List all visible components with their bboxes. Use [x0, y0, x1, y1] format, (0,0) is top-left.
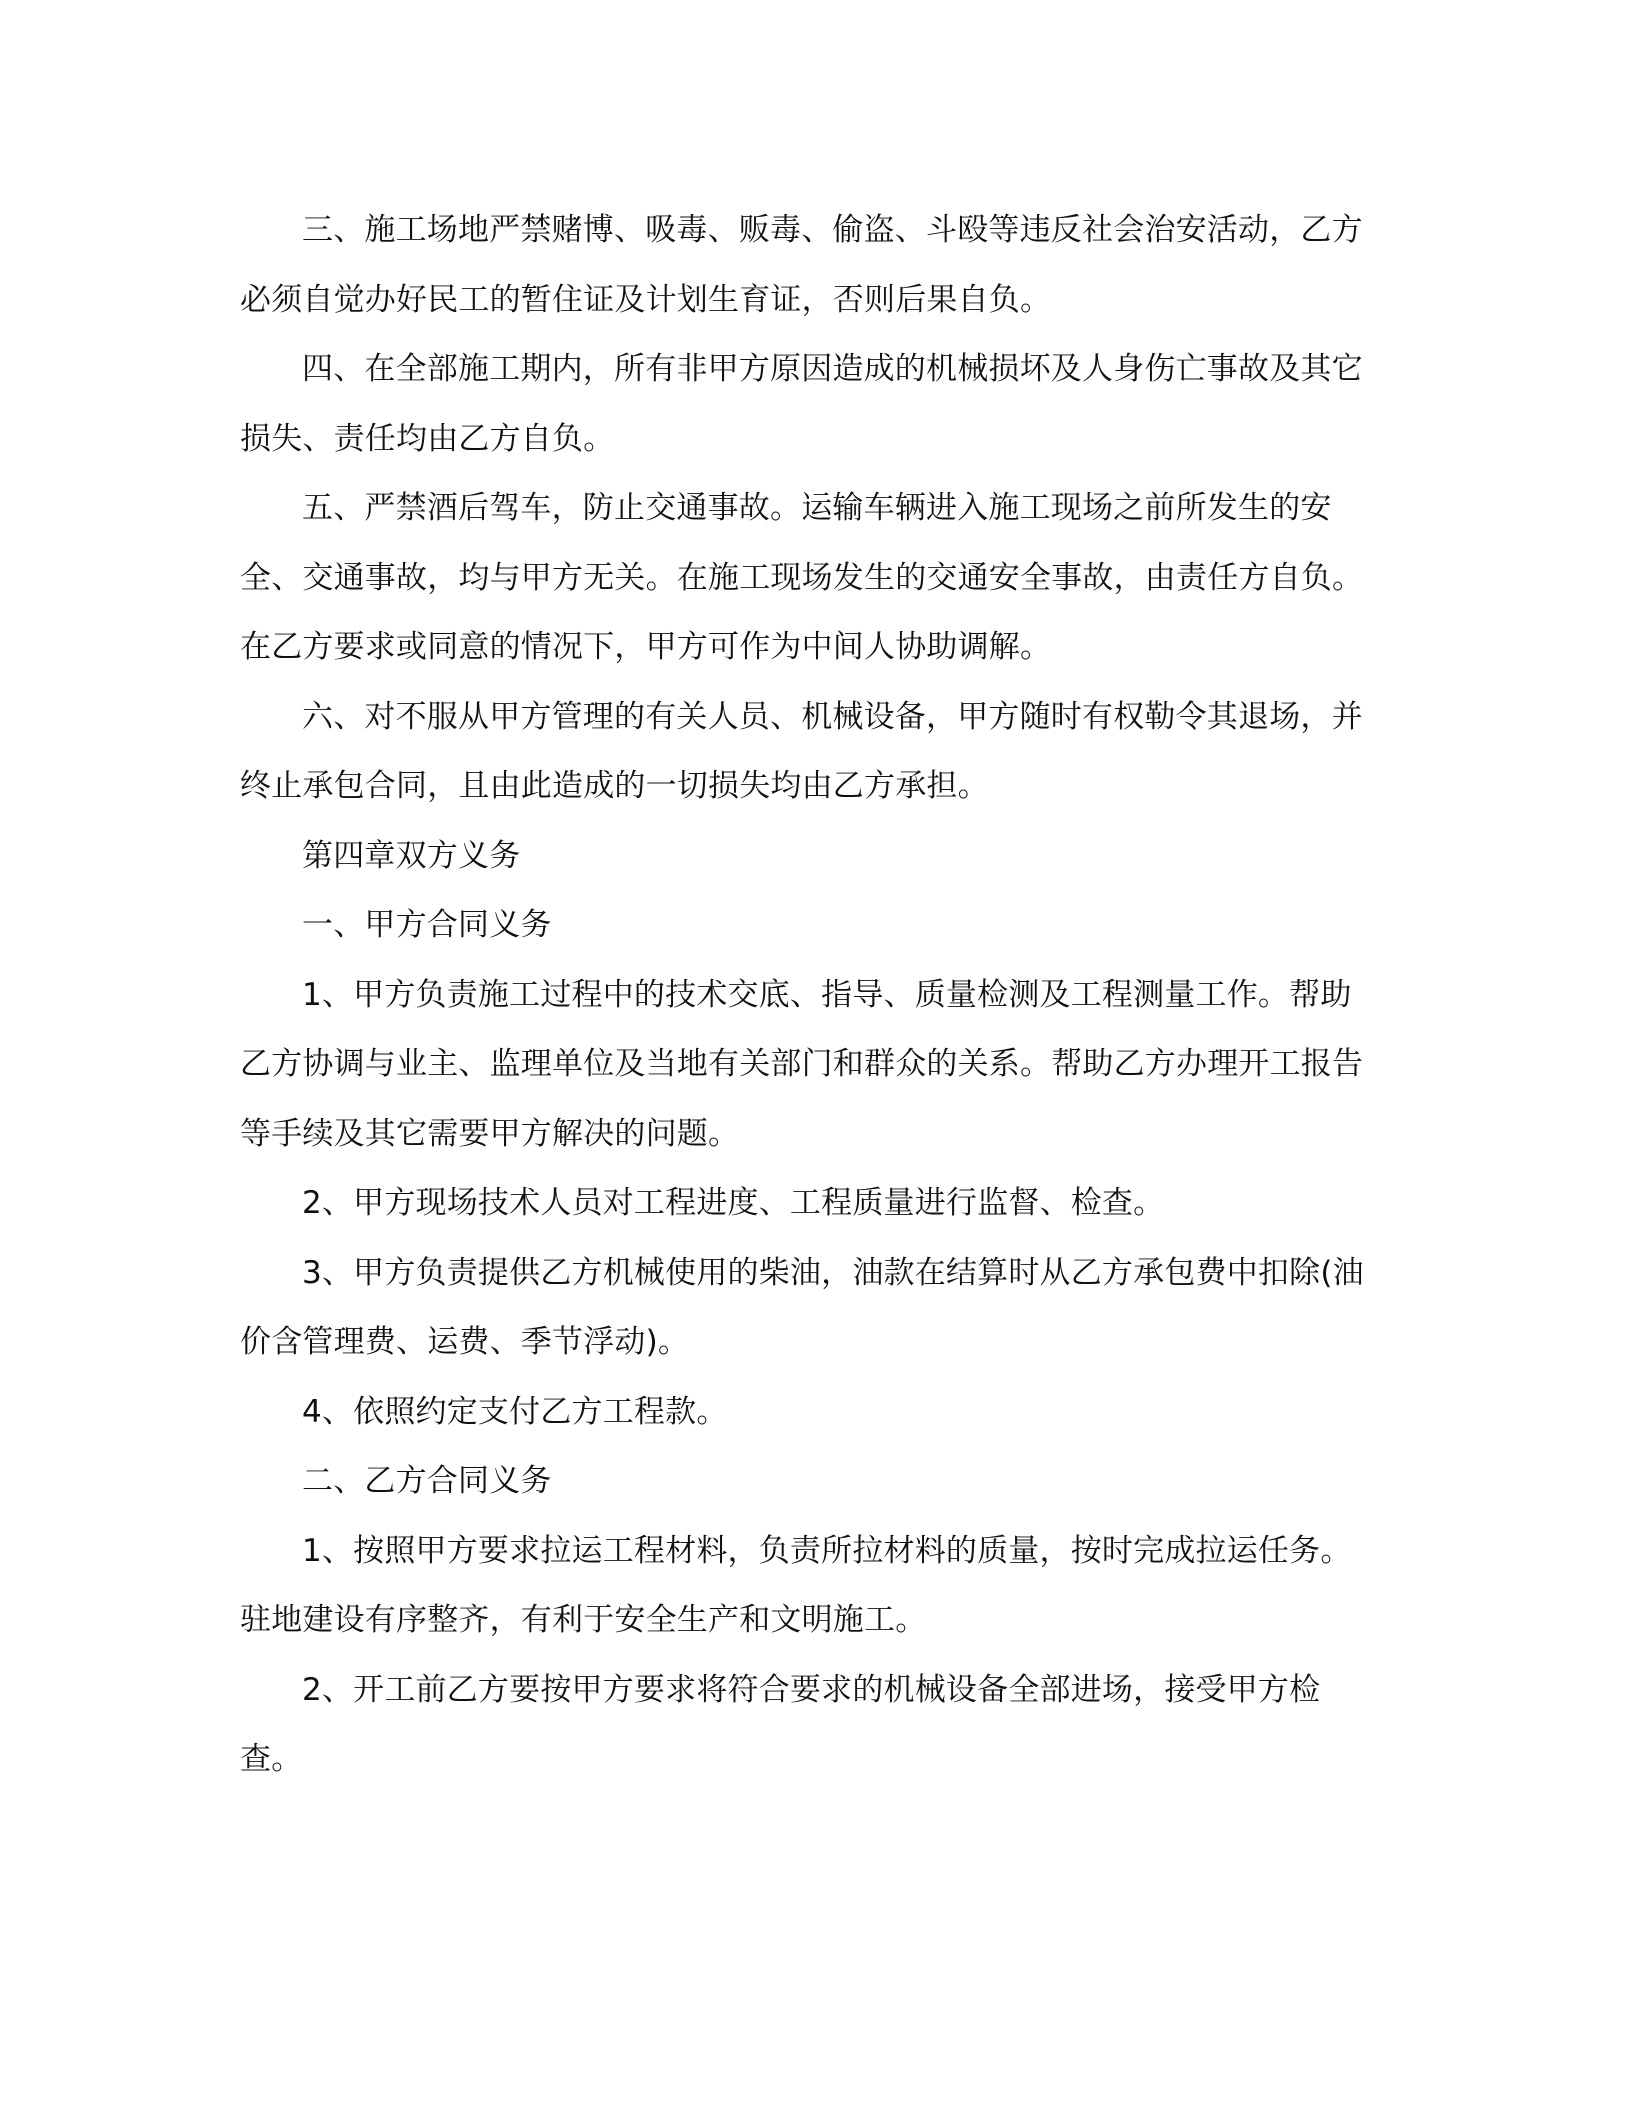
clause-paragraph: 2、甲方现场技术人员对工程进度、工程质量进行监督、检查。: [302, 1185, 1165, 1221]
clause-paragraph: 2、开工前乙方要按甲方要求将符合要求的机械设备全部进场，接受甲方检查。: [240, 1671, 1321, 1777]
section-heading: 二、乙方合同义务: [302, 1463, 552, 1499]
clause-paragraph: 四、在全部施工期内，所有非甲方原因造成的机械损坏及人身伤亡事故及其它损失、责任均由乙方自负。: [240, 351, 1363, 457]
clause-paragraph: 六、对不服从甲方管理的有关人员、机械设备，甲方随时有权勒令其退场，并终止承包合同，且由此造成的一切损失均由乙方承担。: [240, 698, 1363, 804]
clause-paragraph: 3、甲方负责提供乙方机械使用的柴油，油款在结算时从乙方承包费中扣除(油价含管理费、运费、季节浮动)。: [240, 1254, 1364, 1360]
clause-paragraph: 三、施工场地严禁赌博、吸毒、贩毒、偷盗、斗殴等违反社会治安活动，乙方必须自觉办好民工的暂住证及计划生育证，否则后果自负。: [240, 212, 1363, 318]
clause-paragraph: 五、严禁酒后驾车，防止交通事故。运输车辆进入施工现场之前所发生的安全、交通事故，均与甲方无关。在施工现场发生的交通安全事故，由责任方自负。在乙方要求或同意的情况下，甲方可作为中间人协助调解。: [240, 490, 1364, 665]
section-heading: 一、甲方合同义务: [302, 907, 552, 943]
chapter-heading: 第四章双方义务: [302, 837, 521, 874]
document-body: [240, 196, 1380, 1795]
clause-paragraph: 4、依照约定支付乙方工程款。: [302, 1393, 728, 1430]
clause-paragraph: 1、按照甲方要求拉运工程材料，负责所拉材料的质量，按时完成拉运任务。驻地建设有序整齐，有利于安全生产和文明施工。: [240, 1532, 1352, 1638]
clause-paragraph: 1、甲方负责施工过程中的技术交底、指导、质量检测及工程测量工作。帮助乙方协调与业主、监理单位及当地有关部门和群众的关系。帮助乙方办理开工报告等手续及其它需要甲方解决的问题。: [240, 976, 1364, 1152]
